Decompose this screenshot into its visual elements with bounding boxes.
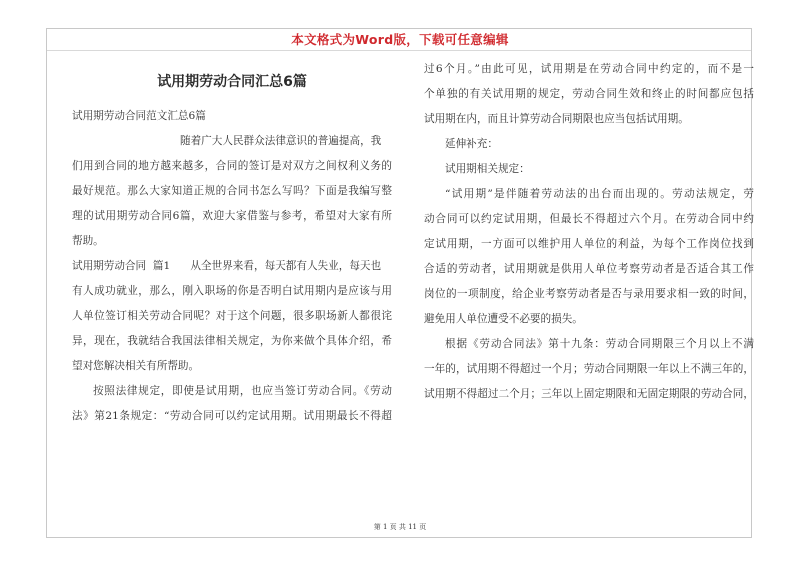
text-line: 试用期劳动合同 篇1 从全世界来看，每天都有人失业，每天也	[72, 260, 382, 272]
text-line: 试用期相关规定：	[445, 163, 530, 175]
text-line: 帮助。	[72, 235, 104, 247]
format-banner: 本文格式为Word版，下载可任意编辑	[291, 32, 509, 47]
text-line: 个单独的有关试用期的规定，劳动合同生效和终止的时间都应包括	[424, 88, 754, 100]
text-line: 试用期在内，而且计算劳动合同期限也应当包括试用期。	[424, 113, 689, 125]
right-column	[424, 57, 754, 407]
text-line: 异，现在，我就结合我国法律相关规定，为你来做个具体介绍，希	[72, 335, 392, 347]
text-line: 们用到合同的地方越来越多，合同的签订是对双方之间权利义务的	[72, 160, 392, 172]
text-line: 人单位签订相关劳动合同呢？对于这个问题，很多职场新人都很诧	[72, 310, 392, 322]
page-number: 第 1 页 共 11 页	[373, 523, 427, 531]
text-line: 岗位的一项制度，给企业考察劳动者是否与录用要求相一致的时间，	[424, 288, 754, 300]
text-line: 动合同可以约定试用期，但最长不得超过六个月。在劳动合同中约	[424, 213, 754, 225]
document-title: 试用期劳动合同汇总6篇	[157, 74, 307, 90]
text-line: 避免用人单位遭受不必要的损失。	[424, 313, 583, 325]
text-line: 延伸补充：	[445, 138, 498, 150]
text-line: 按照法律规定，即使是试用期，也应当签订劳动合同。《劳动	[93, 385, 392, 397]
banner-divider	[47, 50, 751, 51]
text-line: 望对您解决相关有所帮助。	[72, 360, 200, 372]
text-line: 最好规范。那么大家知道正规的合同书怎么写吗？下面是我编写整	[72, 185, 392, 197]
text-line: 有人成功就业，那么，刚入职场的你是否明白试用期内是应该与用	[72, 285, 392, 297]
subtitle-line: 试用期劳动合同范文汇总6篇	[72, 110, 206, 122]
text-line: 随着广大人民群众法律意识的普遍提高，我	[180, 135, 382, 147]
text-line: 一年的，试用期不得超过一个月；劳动合同期限一年以上不满三年的，	[424, 363, 754, 375]
text-line: 试用期不得超过二个月；三年以上固定期限和无固定期限的劳动合同，	[424, 388, 754, 400]
text-line: 根据《劳动合同法》第十九条：劳动合同期限三个月以上不满	[445, 338, 754, 350]
text-line: 定试用期，一方面可以维护用人单位的利益，为每个工作岗位找到	[424, 238, 754, 250]
text-line: 合适的劳动者，试用期就是供用人单位考察劳动者是否适合其工作	[424, 263, 754, 275]
text-line: “试用期”是伴随着劳动法的出台而出现的。劳动法规定，劳	[445, 188, 754, 200]
text-line: 法》第21条规定：“劳动合同可以约定试用期。试用期最长不得超	[72, 410, 392, 422]
text-line: 理的试用期劳动合同6篇，欢迎大家借鉴与参考，希望对大家有所	[72, 210, 392, 222]
left-column	[72, 72, 392, 429]
text-line: 过6个月。”由此可见，试用期是在劳动合同中约定的，而不是一	[424, 63, 754, 75]
